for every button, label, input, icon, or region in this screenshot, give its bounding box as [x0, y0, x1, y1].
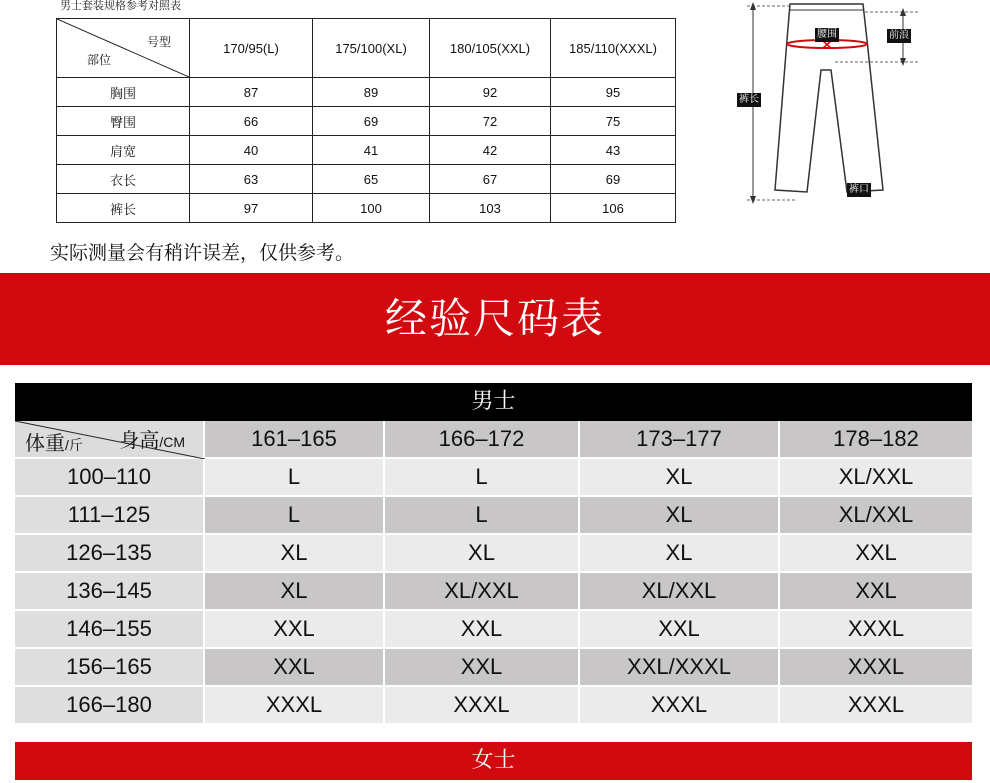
men-size-row	[15, 535, 972, 573]
reference-corner-cell	[57, 19, 190, 78]
front-rise-label: 前浪	[889, 30, 909, 41]
men-size-row	[15, 687, 972, 725]
reference-header-row	[57, 19, 676, 78]
men-grid-title: 男士	[15, 383, 972, 421]
size-cell: XXL	[385, 611, 580, 649]
reference-col-header: 170/95(L)	[190, 19, 313, 78]
weight-row-label: 111–125	[15, 497, 205, 535]
size-cell: XXXL	[780, 649, 972, 687]
reference-size-table	[56, 18, 676, 223]
reference-cell: 65	[313, 165, 430, 194]
reference-cell: 63	[190, 165, 313, 194]
size-cell: L	[205, 459, 385, 497]
hem-label: 裤口	[849, 184, 869, 195]
size-cell: XL	[205, 535, 385, 573]
men-size-row	[15, 573, 972, 611]
reference-col-header: 175/100(XL)	[313, 19, 430, 78]
height-label: 身高	[119, 430, 160, 452]
height-col-header: 173–177	[580, 421, 780, 459]
size-cell: XXL	[385, 649, 580, 687]
reference-cell: 43	[551, 136, 676, 165]
reference-table-title: 男士套装规格参考对照表	[60, 0, 181, 12]
reference-cell: 42	[430, 136, 551, 165]
men-size-row	[15, 649, 972, 687]
size-cell: XXL	[205, 649, 385, 687]
size-cell: XXXL	[205, 687, 385, 725]
size-cell: XXL	[205, 611, 385, 649]
reference-row	[57, 78, 676, 107]
size-cell: L	[385, 459, 580, 497]
weight-row-label: 156–165	[15, 649, 205, 687]
height-col-header: 161–165	[205, 421, 385, 459]
reference-col-header: 180/105(XXL)	[430, 19, 551, 78]
size-cell: XXXL	[385, 687, 580, 725]
height-col-header: 166–172	[385, 421, 580, 459]
size-cell: XL	[580, 459, 780, 497]
reference-cell: 41	[313, 136, 430, 165]
height-col-header: 178–182	[780, 421, 972, 459]
size-cell: XL	[385, 535, 580, 573]
women-size-grid	[15, 742, 972, 780]
reference-cell: 69	[313, 107, 430, 136]
corner-label-part: 部位	[87, 53, 112, 67]
reference-cell: 66	[190, 107, 313, 136]
reference-cell: 87	[190, 78, 313, 107]
reference-cell: 75	[551, 107, 676, 136]
size-cell: XXXL	[580, 687, 780, 725]
reference-cell: 67	[430, 165, 551, 194]
reference-col-header: 185/110(XXXL)	[551, 19, 676, 78]
reference-row	[57, 136, 676, 165]
reference-cell: 100	[313, 194, 430, 223]
men-size-grid	[15, 383, 972, 725]
size-cell: L	[205, 497, 385, 535]
size-cell: XXL	[780, 535, 972, 573]
reference-row	[57, 107, 676, 136]
size-cell: XXXL	[780, 687, 972, 725]
men-grid-corner	[15, 421, 205, 459]
reference-row	[57, 165, 676, 194]
size-cell: XL/XXL	[780, 497, 972, 535]
measurement-disclaimer: 实际测量会有稍许误差，仅供参考。	[50, 242, 355, 264]
corner-label-size: 号型	[146, 35, 171, 49]
reference-cell: 89	[313, 78, 430, 107]
trouser-measurement-diagram	[735, 0, 920, 205]
size-cell: XL/XXL	[580, 573, 780, 611]
reference-cell: 40	[190, 136, 313, 165]
size-cell: XL/XXL	[385, 573, 580, 611]
length-label: 裤长	[739, 94, 759, 105]
men-size-row	[15, 611, 972, 649]
weight-label: 体重	[25, 433, 65, 455]
height-unit: /CM	[159, 434, 185, 450]
reference-cell: 92	[430, 78, 551, 107]
weight-unit: /斤	[65, 437, 83, 453]
men-size-row	[15, 459, 972, 497]
weight-row-label: 166–180	[15, 687, 205, 725]
size-cell: XXL	[580, 611, 780, 649]
reference-row-label: 胸围	[57, 78, 190, 107]
waist-label: 腰围	[817, 29, 837, 40]
reference-row-label: 肩宽	[57, 136, 190, 165]
size-cell: XL	[205, 573, 385, 611]
size-cell: XXXL	[780, 611, 972, 649]
men-grid-header-row	[15, 421, 972, 459]
reference-row-label: 臀围	[57, 107, 190, 136]
weight-row-label: 100–110	[15, 459, 205, 497]
weight-axis-label	[25, 427, 83, 456]
reference-row	[57, 194, 676, 223]
reference-cell: 69	[551, 165, 676, 194]
size-cell: XXL	[780, 573, 972, 611]
reference-cell: 103	[430, 194, 551, 223]
reference-cell: 95	[551, 78, 676, 107]
reference-cell: 97	[190, 194, 313, 223]
weight-row-label: 146–155	[15, 611, 205, 649]
reference-row-label: 衣长	[57, 165, 190, 194]
size-chart-banner: 经验尺码表	[0, 273, 990, 365]
reference-cell: 106	[551, 194, 676, 223]
reference-cell: 72	[430, 107, 551, 136]
weight-row-label: 126–135	[15, 535, 205, 573]
height-axis-label	[119, 424, 185, 453]
size-cell: XL/XXL	[780, 459, 972, 497]
size-cell: XXL/XXXL	[580, 649, 780, 687]
women-grid-title: 女士	[15, 742, 972, 780]
reference-row-label: 裤长	[57, 194, 190, 223]
size-cell: L	[385, 497, 580, 535]
men-size-row	[15, 497, 972, 535]
size-cell: XL	[580, 535, 780, 573]
weight-row-label: 136–145	[15, 573, 205, 611]
size-cell: XL	[580, 497, 780, 535]
